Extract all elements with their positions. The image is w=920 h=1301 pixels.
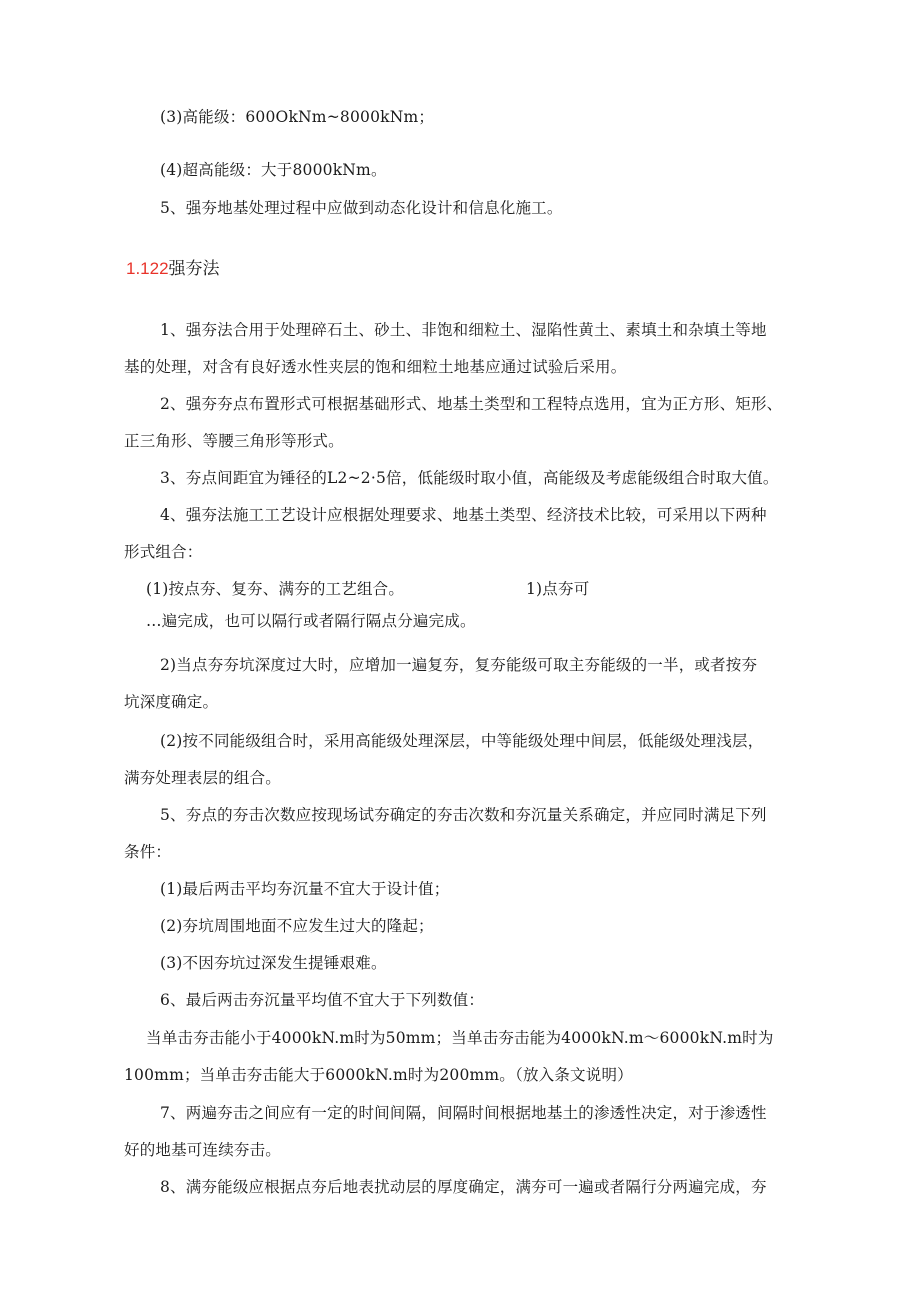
paragraph-line: 100mm；当单击夯击能大于6000kN.m时为200mm。（放入条文说明） xyxy=(124,1066,633,1084)
paragraph-line: (1)最后两击平均夯沉量不宜大于设计值； xyxy=(160,880,450,898)
paragraph-line: (4)超高能级：大于8000kNm。 xyxy=(160,161,387,179)
paragraph-line: 5、夯点的夯击次数应按现场试夯确定的夯击次数和夯沉量关系确定，并应同时满足下列 xyxy=(160,806,767,824)
paragraph-line: 6、最后两击夯沉量平均值不宜大于下列数值： xyxy=(160,991,485,1009)
paragraph-line: 7、两遍夯击之间应有一定的时间间隔，间隔时间根据地基土的渗透性决定，对于渗透性 xyxy=(160,1104,767,1122)
paragraph-line: 1、强夯法合用于处理碎石土、砂土、非饱和细粒土、湿陷性黄土、素填土和杂填土等地 xyxy=(160,321,767,339)
paragraph-line: 形式组合： xyxy=(124,543,203,561)
section-heading xyxy=(126,258,220,280)
paragraph-line: 5、强夯地基处理过程中应做到动态化设计和信息化施工。 xyxy=(160,199,563,217)
paragraph-line: 好的地基可连续夯击。 xyxy=(124,1141,282,1159)
paragraph-line: 满夯处理表层的组合。 xyxy=(124,769,282,787)
paragraph-line: 1)点夯可 xyxy=(526,580,590,598)
paragraph-line: (1)按点夯、复夯、满夯的工艺组合。 xyxy=(146,580,405,598)
paragraph-line: 2、强夯夯点布置形式可根据基础形式、地基土类型和工程特点选用，宜为正方形、矩形、 xyxy=(160,395,783,413)
paragraph-line: 条件： xyxy=(124,843,172,861)
paragraph-line: 2)当点夯夯坑深度过大时，应增加一遍复夯，复夯能级可取主夯能级的一半，或者按夯 xyxy=(160,656,758,674)
paragraph-line: 正三角形、等腰三角形等形式。 xyxy=(124,432,344,450)
paragraph-line: 4、强夯法施工工艺设计应根据处理要求、地基土类型、经济技术比较，可采用以下两种 xyxy=(160,506,767,524)
paragraph-line: (3)不因夯坑过深发生提锤艰难。 xyxy=(160,954,387,972)
section-number: 1.122 xyxy=(126,259,169,278)
paragraph-line: (3)高能级：600OkNm~8000kNm； xyxy=(160,108,435,126)
paragraph-line: (2)按不同能级组合时，采用高能级处理深层，中等能级处理中间层，低能级处理浅层， xyxy=(160,732,764,750)
paragraph-line: 基的处理，对含有良好透水性夹层的饱和细粒土地基应通过试验后采用。 xyxy=(124,358,627,376)
paragraph-line: 当单击夯击能小于4000kN.m时为50mm；当单击夯击能为4000kN.m～6000kN.m时为 xyxy=(146,1029,774,1047)
paragraph-line: …遍完成，也可以隔行或者隔行隔点分遍完成。 xyxy=(146,612,476,630)
paragraph-line: (2)夯坑周围地面不应发生过大的隆起； xyxy=(160,917,434,935)
section-title: 强夯法 xyxy=(168,259,220,278)
paragraph-line: 3、夯点间距宜为锤径的L2~2·5倍，低能级时取小值，高能级及考虑能级组合时取大值。 xyxy=(160,469,779,487)
paragraph-line: 8、满夯能级应根据点夯后地表扰动层的厚度确定，满夯可一遍或者隔行分两遍完成，夯 xyxy=(160,1178,767,1196)
paragraph-line: 坑深度确定。 xyxy=(124,693,219,711)
